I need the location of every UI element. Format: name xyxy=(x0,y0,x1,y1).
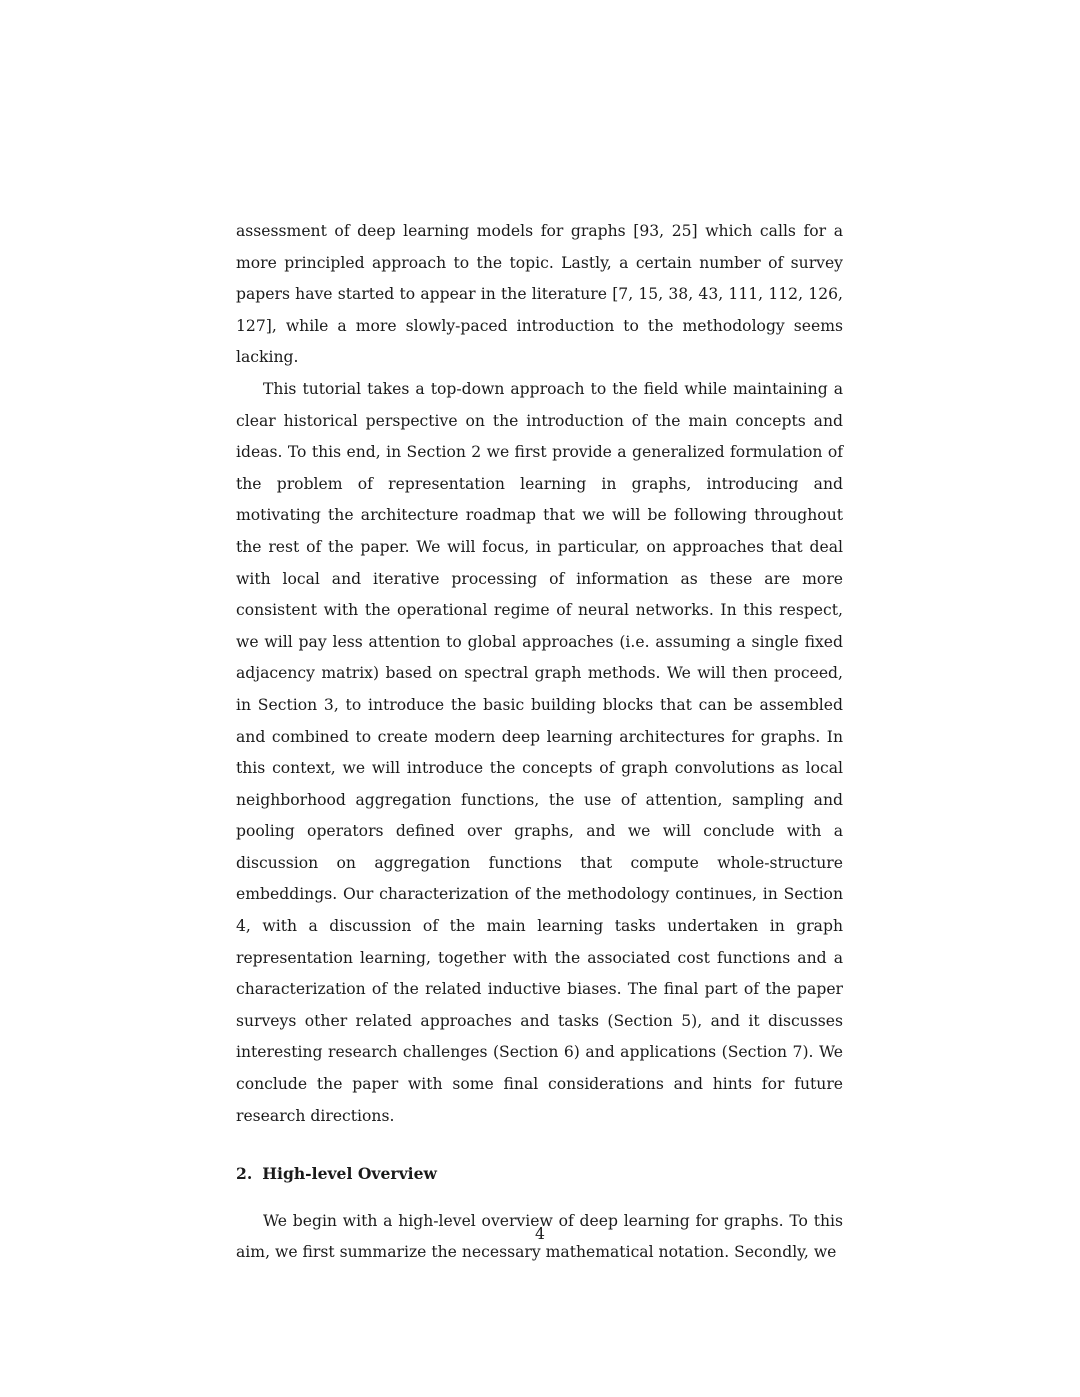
page-number: 4 xyxy=(535,1225,545,1243)
section-number: 2. xyxy=(236,1164,253,1184)
section-intro-paragraph: We begin with a high-level overview of deep learning for graphs. To this aim, we first summarize the necessary mathematical notation. Secondly, we xyxy=(236,1211,843,1262)
section-heading xyxy=(236,1158,843,1190)
body-text xyxy=(236,216,843,1269)
section-title: High-level Overview xyxy=(262,1164,437,1184)
paragraph-tutorial-overview: This tutorial takes a top-down approach to the field while maintaining a clear historical perspective on the introduction of the main concepts and ideas. To this end, in Section 2 we first provide a generalized formulation of the problem of representation learning in graphs, introducing and motivating the architecture roadmap that we will be following throughout the rest of the paper. We will focus, in particular, on approaches that deal with local and iterative processing of information as these are more consistent with the operational regime of neural networks. In this respect, we will pay less attention to global approaches (i.e. assuming a single fixed adjacency matrix) based on spectral graph methods. We will then proceed, in Section 3, to introduce the basic building blocks that can be assembled and combined to create modern deep learning architectures for graphs. In this context, we will introduce the concepts of graph convolutions as local neighborhood aggregation functions, the use of attention, sampling and pooling operators defined over graphs, and we will conclude with a discussion on aggregation functions that compute whole-structure embeddings. Our characterization of the methodology continues, in Section 4, with a discussion of the main learning tasks undertaken in graph representation learning, together with the associated cost functions and a characterization of the related inductive biases. The final part of the paper surveys other related approaches and tasks (Section 5), and it discusses interesting research challenges (Section 6) and applications (Section 7). We conclude the paper with some final considerations and hints for future research directions. xyxy=(236,379,843,1125)
paragraph-continuation: assessment of deep learning models for graphs [93, 25] which calls for a more principled approach to the topic. Lastly, a certain number of survey papers have started to appear in the literature [7, 15, 38, 43, 111, 112, 126, 127], while a more slowly-paced introduction to the methodology seems lacking. xyxy=(236,222,843,367)
